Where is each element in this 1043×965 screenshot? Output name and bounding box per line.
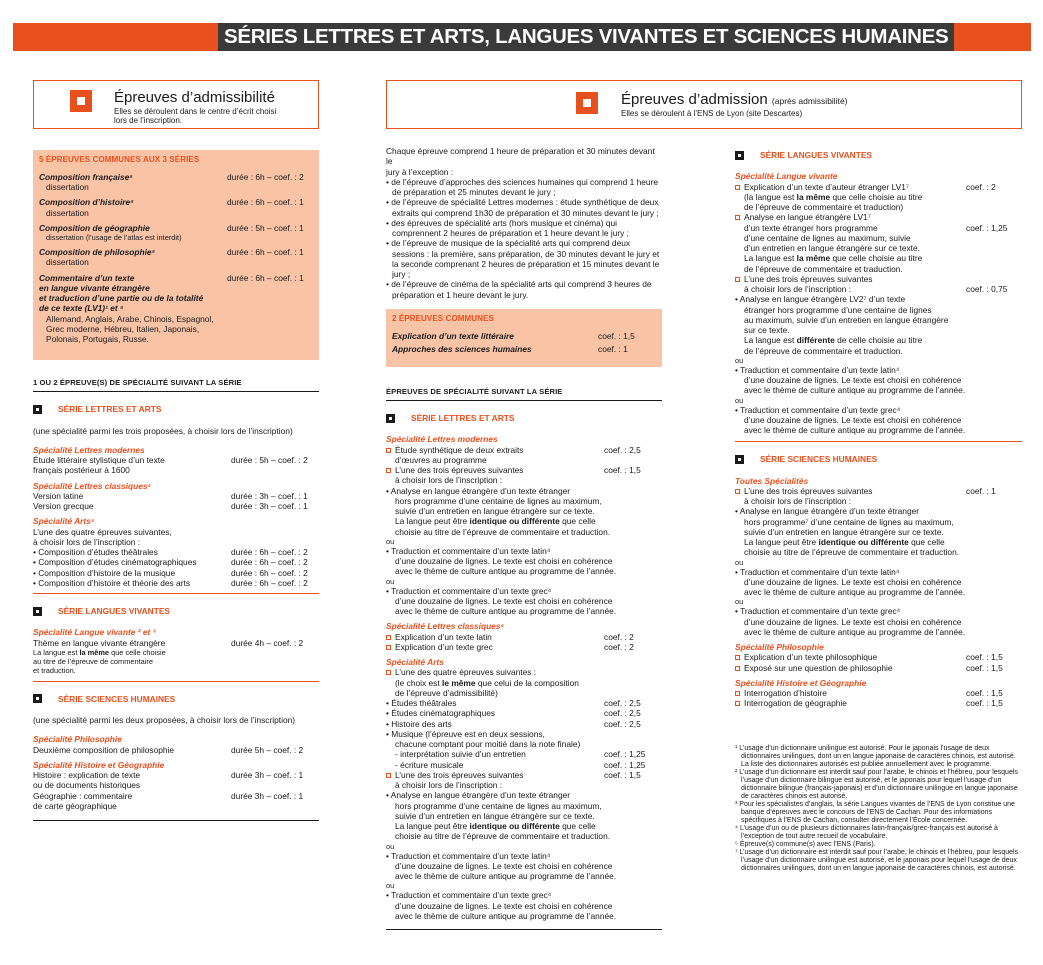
test-value: durée : 6h – coef. : 2 xyxy=(231,547,308,557)
test-value: coef. : 1,5 xyxy=(598,330,635,341)
footnote: ⁴ L’usage d’un ou de plusieurs dictionnaires latin-français/grec-français est autorisé à l’exception de tout autre recueil de vocabulaire. xyxy=(735,825,998,841)
test-label: • Musique (l’épreuve est en deux sessions, xyxy=(386,728,545,739)
test-value: durée : 3h – coef. : 1 xyxy=(231,490,308,501)
option-line: d’une douzaine de lignes. Le texte est choisi en cohérence xyxy=(744,616,962,627)
admission-title: Épreuves d’admission (après admissibilité) xyxy=(621,91,848,108)
test-label: d’un texte étranger hors programme xyxy=(744,222,878,233)
test-label: de carte géographique xyxy=(33,800,117,811)
test-label: Géographie : commentaire xyxy=(33,790,133,801)
section-header xyxy=(735,454,1022,464)
test-value: durée 3h – coef. : 1 xyxy=(231,770,304,781)
test-label: ou de documents historiques xyxy=(33,780,141,791)
admission-subtitle: Elles se déroulent à l’ENS de Lyon (site Descartes) xyxy=(621,108,803,118)
test-label: • Études cinématographiques xyxy=(386,708,496,719)
test-value: durée : 6h – coef. : 2 xyxy=(231,577,308,588)
test-label: d’un entretien en langue étrangère sur ce texte. xyxy=(744,243,920,253)
option-line: d’une douzaine de lignes. Le texte est choisi en cohérence xyxy=(744,414,962,425)
test-label: (le choix est le même que celui de la composition xyxy=(395,677,579,688)
or-label: ou xyxy=(386,536,395,546)
test-label: d’une centaine de lignes au maximum, suivie xyxy=(744,232,911,243)
section-title: SÉRIE LETTRES ET ARTS xyxy=(58,404,162,415)
option-line: hors programme d’une centaine de lignes au maximum, xyxy=(395,495,602,506)
languages-line: Allemand, Anglais, Arabe, Chinois, Espagnol, xyxy=(46,313,214,324)
option-line: La langue peut être identique ou différente que celle xyxy=(395,516,596,527)
option-line: avec le thème de culture antique au programme de l’année. xyxy=(395,910,617,921)
orange-square-icon xyxy=(386,448,391,453)
section-header xyxy=(33,606,319,616)
test-value: coef. : 2 xyxy=(604,641,634,652)
orange-square-icon xyxy=(735,215,740,220)
test-label: Deuxième composition de philosophie xyxy=(33,744,175,755)
test-label: Interrogation de géographie xyxy=(744,698,847,709)
specialite-heading: Spécialité Arts⁵ xyxy=(33,516,95,527)
specialite-heading: Spécialité Histoire et Géographie xyxy=(735,677,867,688)
option-line: d’une douzaine de lignes. Le texte est choisi en cohérence xyxy=(395,556,613,567)
option-line: avec le thème de culture antique au programme de l’année. xyxy=(744,626,966,637)
section-intro: (une spécialité parmi les deux proposées, à choisir lors de l’inscription) xyxy=(33,715,296,726)
square-bullet-icon xyxy=(33,694,42,703)
test-value: coef. : 1,25 xyxy=(604,759,646,770)
test-label: La langue est la même que celle choisie au titre xyxy=(744,253,923,264)
section-header xyxy=(33,694,319,704)
common-tests-box xyxy=(386,309,662,367)
option-line: avec le thème de culture antique au programme de l’année. xyxy=(395,566,617,577)
divider xyxy=(33,391,319,392)
test-label: de l’épreuve de commentaire et traduction. xyxy=(744,263,903,274)
test-value: coef. : 1,5 xyxy=(604,465,641,475)
test-value: durée 4h – coef. : 2 xyxy=(231,637,304,648)
specialite-heading: Spécialité Arts xyxy=(386,657,444,668)
test-label: L’une des trois épreuves suivantes xyxy=(744,485,873,496)
test-label: chacune comptant pour moitié dans la note finale) xyxy=(395,739,581,750)
test-label: Thème en langue vivante étrangère xyxy=(33,637,166,648)
test-label: Explication d’un texte philosophique xyxy=(744,652,878,663)
test-label: • Études théâtrales xyxy=(386,698,457,709)
list-item: • des épreuves de spécialité arts (hors musique et cinéma) qui comprennent 2 heures de préparation et 1 heure devant le jury ; xyxy=(386,217,629,238)
option-line: étranger hors programme d’une centaine de lignes xyxy=(744,304,932,315)
option-line: de l’épreuve de commentaire et traduction. xyxy=(744,345,903,356)
orange-square-icon xyxy=(735,185,740,190)
option-line: choisie au titre de l’épreuve de commentaire et traduction. xyxy=(395,526,611,537)
option-line: d’une douzaine de lignes. Le texte est choisi en cohérence xyxy=(744,375,962,386)
option-line: • Analyse en langue étrangère d’un texte étranger xyxy=(386,485,571,496)
option-line: • Traduction et commentaire d’un texte latin⁴ xyxy=(386,850,551,861)
or-label: ou xyxy=(735,597,744,607)
test-label: Commentaire d’un texte xyxy=(39,272,135,283)
test-label: Composition d’histoire⁵ xyxy=(39,197,134,208)
divider xyxy=(386,929,662,930)
option-line: avec le thème de culture antique au programme de l’année. xyxy=(744,587,966,598)
common-test-item xyxy=(39,172,313,193)
test-value: durée : 6h – coef. : 1 xyxy=(227,272,304,283)
test-label: Explication d’un texte d’auteur étranger LV1⁷ xyxy=(744,181,909,192)
test-label: Version latine xyxy=(33,490,84,501)
footnotes xyxy=(735,745,1022,874)
test-label: de l’épreuve de commentaire et traduction) xyxy=(744,202,904,212)
section-title: SÉRIE SCIENCES HUMAINES xyxy=(58,693,176,704)
divider xyxy=(386,400,662,401)
common-tests-title: 2 ÉPREUVES COMMUNES xyxy=(392,313,494,323)
test-label: à choisir lors de l’inscription : xyxy=(744,284,852,294)
languages-line: Polonais, Portugais, Russe. xyxy=(46,334,149,345)
test-type: dissertation xyxy=(46,207,89,218)
list-item: • de l’épreuve de spécialité Lettres modernes : étude synthétique de deux extraits qui comprend 1h30 de préparation et 30 minutes devant le jury ; xyxy=(386,197,659,218)
test-label: L’une des trois épreuves suivantes xyxy=(744,273,873,284)
section-header xyxy=(735,150,1022,160)
test-label: Version grecque xyxy=(33,501,94,511)
test-label: • Composition d’histoire et théorie des arts xyxy=(33,577,191,588)
languages-line: Grec moderne, Hébreu, Italien, Japonais, xyxy=(46,323,200,334)
option-line: • Traduction et commentaire d’un texte latin⁴ xyxy=(735,364,900,375)
test-type: dissertation xyxy=(46,257,89,268)
orange-square-icon xyxy=(735,655,740,660)
option-line: • Traduction et commentaire d’un texte latin⁴ xyxy=(386,545,551,556)
test-value: coef. : 1,5 xyxy=(604,769,641,780)
option-line: d’une douzaine de lignes. Le texte est choisi en cohérence xyxy=(395,860,613,871)
test-value: coef. : 2,5 xyxy=(604,698,641,709)
divider xyxy=(735,441,1022,442)
section-title: SÉRIE LANGUES VIVANTES xyxy=(760,150,872,160)
intro-line: jury à l’exception : xyxy=(386,166,454,177)
orange-square-icon xyxy=(386,773,391,778)
test-label: - interprétation suivie d’un entretien xyxy=(395,749,526,760)
intro-line: Chaque épreuve comprend 1 heure de préparation et 30 minutes devant le xyxy=(386,146,655,167)
orange-square-icon xyxy=(735,277,740,282)
lv1-test-item xyxy=(39,273,313,345)
option-line: • Traduction et commentaire d’un texte latin⁴ xyxy=(735,566,900,577)
option-line: avec le thème de culture antique au programme de l’année. xyxy=(395,871,617,882)
test-label: Composition française⁵ xyxy=(39,171,133,182)
section-intro: (une spécialité parmi les trois proposées, à choisir lors de l’inscription) xyxy=(33,425,293,436)
orange-square-icon xyxy=(386,635,391,640)
test-value: coef. : 1,5 xyxy=(966,652,1003,663)
common-test-item xyxy=(39,197,313,218)
orange-square-icon xyxy=(386,670,391,675)
specialite-heading: Spécialité Langue vivante xyxy=(735,171,838,182)
option-line: • Traduction et commentaire d’un texte grec⁴ xyxy=(735,606,901,617)
orange-square-icon xyxy=(735,666,740,671)
list-item: • de l’épreuve de musique de la spécialité arts qui comprend deux sessions : la première, sans préparation, de 30 minutes devant le jury et la seconde comprenant 2 heures de préparation et 15 minutes devant le jury ; xyxy=(386,238,660,279)
footnote: ¹ L’usage d’un dictionnaire unilingue est autorisé. Pour le japonais l’usage de deux dictionnaires unilingues, dont un en langue japonaise de caractères chinois, est autorisé. La liste des dictionnaires autorisés est publiée annuellement avec le programme. xyxy=(735,744,1016,768)
specialite-title: 1 OU 2 ÉPREUVE(S) DE SPÉCIALITÉ SUIVANT LA SÉRIE xyxy=(33,378,242,387)
page-title: SÉRIES LETTRES ET ARTS, LANGUES VIVANTES ET SCIENCES HUMAINES xyxy=(218,23,954,51)
or-label: ou xyxy=(386,841,395,851)
option-line: d’une douzaine de lignes. Le texte est choisi en cohérence xyxy=(395,595,613,606)
test-label: Composition de philosophie⁵ xyxy=(39,247,155,258)
list-item: • de l’épreuve de cinéma de la spécialité arts qui comprend 3 heures de préparation et 1 heure devant le jury. xyxy=(386,279,652,300)
specialite-title: ÉPREUVES DE SPÉCIALITÉ SUIVANT LA SÉRIE xyxy=(386,386,563,396)
test-label: Explication d’un texte littéraire xyxy=(392,330,514,341)
section-title: SÉRIE LANGUES VIVANTES xyxy=(58,606,170,616)
test-value: durée : 6h – coef. : 2 xyxy=(231,557,308,568)
footnote: ⁷ L’usage d’un dictionnaire est interdit sauf pour l’arabe, le chinois et l’hébreu, pour lesquels l’usage d’un dictionnaire unilingue est autorisé, et le japonais pour lequel l’usage de deux dictionnaires unilingues, dont un en langue japonaise de caractères chinois, est autorisé. xyxy=(735,849,1019,873)
test-label: Explication d’un texte grec xyxy=(395,641,493,652)
common-tests-title: 5 ÉPREUVES COMMUNES AUX 3 SÉRIES xyxy=(39,155,200,164)
orange-square-icon xyxy=(386,645,391,650)
test-label: • Composition d’histoire de la musique xyxy=(33,567,176,578)
admissibilite-header xyxy=(33,80,319,129)
test-label: Interrogation d’histoire xyxy=(744,688,827,699)
option-line: choisie au titre de l’épreuve de commentaire et traduction. xyxy=(395,831,611,842)
test-value: durée : 6h – coef. : 1 xyxy=(227,197,304,208)
option-line: d’une douzaine de lignes. Le texte est choisi en cohérence xyxy=(744,576,962,587)
intro-list xyxy=(386,177,662,300)
test-label: français postérieur à 1600 xyxy=(33,465,130,476)
option-line: suivie d’un entretien en langue étrangère sur ce texte. xyxy=(395,506,595,516)
test-label: Composition de géographie xyxy=(39,222,150,233)
test-value: durée : 5h – coef. : 2 xyxy=(231,455,308,465)
option-line: hors programme⁷ d’une centaine de lignes au maximum, xyxy=(744,516,954,527)
orange-square-icon xyxy=(735,691,740,696)
common-tests-box xyxy=(33,150,319,360)
text-line: L’une des quatre épreuves suivantes, xyxy=(33,526,172,537)
or-label: ou xyxy=(386,576,395,586)
test-type: dissertation (l’usage de l’atlas est interdit) xyxy=(46,233,182,242)
test-label: de ce texte (LV1)¹ et ⁵ xyxy=(39,303,124,314)
option-line: au maximum, suivie d’un entretien en langue étrangère xyxy=(744,314,949,325)
specialite-heading: Toutes Spécialités xyxy=(735,475,809,486)
test-label: d’œuvres au programme xyxy=(395,454,487,465)
test-value: durée : 5h – coef. : 1 xyxy=(227,222,304,233)
common-test-item xyxy=(39,223,313,242)
specialite-heading: Spécialité Langue vivante ² et ³ xyxy=(33,627,156,638)
list-item: • de l’épreuve d’approches des sciences humaines qui comprend 1 heure de préparation et 25 minutes devant le jury ; xyxy=(386,176,659,197)
test-label: L’une des quatre épreuves suivantes : xyxy=(395,667,537,678)
test-value: coef. : 1 xyxy=(598,343,628,354)
or-label: ou xyxy=(735,557,744,567)
test-value: durée 3h – coef. : 1 xyxy=(231,790,304,801)
test-value: coef. : 2,5 xyxy=(604,444,641,455)
test-value: coef. : 1,5 xyxy=(966,698,1003,709)
square-bullet-icon xyxy=(33,607,42,616)
test-label: Approches des sciences humaines xyxy=(392,343,532,354)
option-line: • Analyse en langue étrangère LV2⁷ d’un texte xyxy=(735,294,906,305)
note-line: et traduction. xyxy=(33,665,76,675)
test-value: durée : 6h – coef. : 1 xyxy=(227,247,304,258)
test-label: Explication d’un texte latin xyxy=(395,631,492,642)
test-label: à choisir lors de l’inscription : xyxy=(395,780,503,791)
admissibilite-subtitle-1: Elles se déroulent dans le centre d’écrit choisi xyxy=(114,106,277,116)
section-title: SÉRIE LETTRES ET ARTS xyxy=(411,413,515,423)
option-line: • Analyse en langue étrangère d’un texte étranger xyxy=(735,506,920,517)
specialite-heading: Spécialité Lettres classiques⁴ xyxy=(33,480,152,491)
option-line: choisie au titre de l’épreuve de commentaire et traduction. xyxy=(744,547,960,558)
text-line: à choisir lors de l’inscription : xyxy=(33,536,141,547)
square-bullet-icon xyxy=(70,90,92,112)
option-line: • Analyse en langue étrangère d’un texte étranger xyxy=(386,790,571,801)
orange-square-icon xyxy=(735,701,740,706)
footnote: ⁵ Épreuve(s) commune(s) avec l’ENS (Paris). xyxy=(735,841,876,849)
option-line: sur ce texte. xyxy=(744,325,790,335)
note-line: au titre de l’épreuve de commentaire xyxy=(33,656,153,666)
test-label: en langue vivante étrangère xyxy=(39,282,150,293)
test-value: durée : 6h – coef. : 2 xyxy=(227,171,304,182)
languages-list xyxy=(39,314,313,345)
test-label: L’une des trois épreuves suivantes xyxy=(395,465,524,475)
test-value: coef. : 1,5 xyxy=(966,688,1003,699)
divider xyxy=(33,681,319,682)
option-line: suivie d’un entretien en langue étrangère sur ce texte. xyxy=(744,526,944,537)
test-value: coef. : 1,25 xyxy=(966,222,1008,233)
common-test-item xyxy=(39,247,313,268)
specialite-heading: Spécialité Lettres modernes xyxy=(33,444,145,455)
test-label: à choisir lors de l’inscription : xyxy=(395,475,503,486)
test-value: durée : 6h – coef. : 2 xyxy=(231,567,308,578)
option-line: suivie d’un entretien en langue étrangère sur ce texte. xyxy=(395,810,595,821)
section-header xyxy=(386,413,662,423)
square-bullet-icon xyxy=(735,455,744,464)
option-line: avec le thème de culture antique au programme de l’année. xyxy=(395,606,617,617)
test-value: coef. : 2,5 xyxy=(604,718,641,729)
admission-header xyxy=(386,80,1022,129)
test-label: • Histoire des arts xyxy=(386,718,452,729)
or-label: ou xyxy=(386,881,395,891)
option-line: La langue est différente de celle choisie au titre xyxy=(744,335,923,346)
divider xyxy=(33,820,319,821)
test-value: coef. : 2 xyxy=(966,181,996,192)
option-line: hors programme d’une centaine de lignes au maximum, xyxy=(395,800,602,811)
test-label: - écriture musicale xyxy=(395,759,464,770)
test-value: coef. : 1,5 xyxy=(966,662,1003,673)
test-value: coef. : 1 xyxy=(966,485,996,496)
test-label: Exposé sur une question de philosophie xyxy=(744,662,893,673)
option-line: La langue peut être identique ou différente que celle xyxy=(744,537,945,548)
admission-left-column xyxy=(386,146,662,930)
test-type: dissertation xyxy=(46,182,89,192)
or-label: ou xyxy=(735,355,744,365)
specialite-heading: Spécialité Philosophie xyxy=(735,642,824,653)
test-label: Histoire : explication de texte xyxy=(33,770,141,781)
test-label: Étude littéraire stylistique d’un texte xyxy=(33,455,165,465)
test-value: durée 5h – coef. : 2 xyxy=(231,744,304,755)
section-title: SÉRIE SCIENCES HUMAINES xyxy=(760,454,878,465)
test-value: coef. : 0,75 xyxy=(966,284,1008,294)
option-line: d’une douzaine de lignes. Le texte est choisi en cohérence xyxy=(395,900,613,911)
option-line: La langue peut être identique ou différente que celle xyxy=(395,821,596,832)
specialite-heading: Spécialité Philosophie xyxy=(33,734,122,745)
option-line: avec le thème de culture antique au programme de l’année. xyxy=(744,385,966,396)
test-label: Étude synthétique de deux extraits xyxy=(395,444,524,455)
divider xyxy=(33,593,319,594)
option-line: avec le thème de culture antique au programme de l’année. xyxy=(744,425,966,436)
option-line: • Traduction et commentaire d’un texte grec⁴ xyxy=(386,585,552,596)
or-label: ou xyxy=(735,395,744,405)
admissibilite-title: Épreuves d’admissibilité xyxy=(114,89,275,106)
section-header xyxy=(33,404,319,414)
test-label: à choisir lors de l’inscription : xyxy=(744,496,852,507)
admissibilite-column xyxy=(33,80,319,821)
test-value: coef. : 2 xyxy=(604,631,634,642)
square-bullet-icon xyxy=(576,92,598,114)
orange-square-icon xyxy=(735,489,740,494)
test-label: • Composition d’études théâtrales xyxy=(33,547,158,557)
test-value: coef. : 1,25 xyxy=(604,749,646,760)
option-line: • Traduction et commentaire d’un texte grec⁴ xyxy=(735,404,901,415)
test-value: durée : 3h – coef. : 1 xyxy=(231,501,308,511)
test-value: coef. : 2,5 xyxy=(604,708,641,719)
admission-right-column xyxy=(735,150,1022,873)
admissibilite-subtitle-2: lors de l’inscription. xyxy=(114,115,183,125)
specialite-heading: Spécialité Lettres classiques⁴ xyxy=(386,621,505,632)
test-label: de l’épreuve d’admissibilité) xyxy=(395,687,498,698)
square-bullet-icon xyxy=(735,151,744,160)
square-bullet-icon xyxy=(33,405,42,414)
test-label: (la langue est la même que celle choisie au titre xyxy=(744,191,923,202)
test-label: L’une des trois épreuves suivantes xyxy=(395,769,524,780)
footnote: ³ Pour les spécialistes d’anglais, la série Langues vivantes de l’ENS de Lyon constitue une banque d’épreuves avec le concours de l’ENS de Cachan. Pour des informations spécifiques à l’ENS de Cachan, consulter directement l’École concernée. xyxy=(735,800,1015,825)
specialite-heading: Spécialité Histoire et Géographie xyxy=(33,759,165,770)
orange-square-icon xyxy=(386,468,391,473)
specialite-heading: Spécialité Lettres modernes xyxy=(386,434,498,445)
test-label: et traduction d’une partie ou de la totalité xyxy=(39,293,204,304)
test-label: Analyse en langue étrangère LV1⁷ xyxy=(744,212,871,223)
square-bullet-icon xyxy=(386,414,395,423)
test-label: • Composition d’études cinématographiques xyxy=(33,557,197,568)
footnote: ² L’usage d’un dictionnaire est interdit sauf pour l’arabe, le chinois et l’hébreu, pour lesquels l’usage d’un dictionnaire bilingue est autorisé, et le japonais pour lequel l’usage d’un dictionnaire bilingue (français-japonais) et d’un dictionnaire unilingue en langue japonaise de caractères chinois est autorisé. xyxy=(735,768,1018,800)
option-line: • Traduction et commentaire d’un texte grec⁴ xyxy=(386,890,552,901)
note-line: La langue est la même que celle choisie xyxy=(33,647,166,657)
